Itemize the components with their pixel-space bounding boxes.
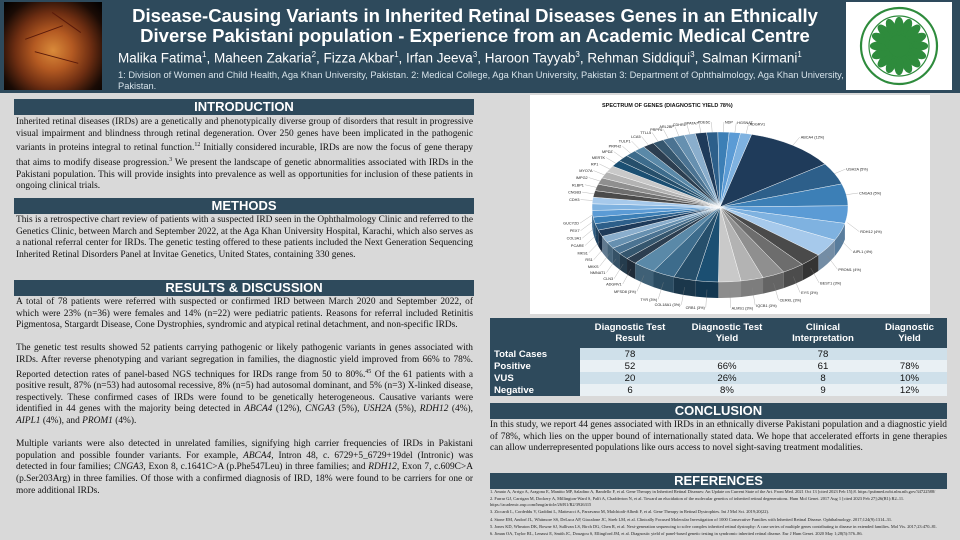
university-logo (846, 2, 952, 90)
pie-leader-line (581, 200, 593, 201)
pie-slice-label: RP1 (590, 162, 599, 167)
author-affiliation-number: 1 (797, 50, 802, 59)
pie-slice-label: ADGRV1 (749, 122, 766, 127)
pie-leader-line (687, 124, 690, 134)
table-cell: 8% (680, 384, 774, 396)
references-list (490, 489, 947, 539)
introduction-heading: INTRODUCTION (14, 99, 474, 115)
pie-slice-label: PRPF6 (650, 127, 663, 132)
author-name: Fizza Akbar (323, 50, 395, 66)
pie-slice-label: NDP (724, 120, 733, 125)
pie-slice-label: HGSNAT (737, 121, 753, 126)
pie-slice-label: IMPG2 (575, 176, 588, 181)
gene-spectrum-chart (530, 95, 930, 314)
table-row (490, 348, 947, 360)
pie-leader-line (593, 171, 604, 175)
table-row-label: Total Cases (490, 348, 580, 360)
chart-title: SPECTRUM OF GENES (DIAGNOSTIC YIELD 78%) (602, 103, 733, 109)
table-cell (872, 348, 947, 360)
pie-leader-line (642, 137, 649, 145)
pie-slice-label: MYO7A (579, 169, 593, 174)
table-row (490, 384, 947, 396)
reference-item: 4. Stone EM, Andorf JL, Whitmore SS, DeLuca AP, Giacalone JC, Streb LM, et al. Clinically Focused Molecular Investigation of 1000 Consecutive Families with Inherited Retinal Disease. Ophthalmology. 2017;124(9):1314–31. (490, 516, 893, 522)
pie-slice-label: COL9A1 (566, 236, 582, 241)
pie-slice-label: CERKL (3%) (779, 298, 802, 303)
pie-slice-label: CLN3 (603, 277, 614, 282)
table-cell: 20 (580, 372, 680, 384)
pie-leader-line (581, 222, 593, 231)
methods-text: This is a retrospective chart review of patients with a suspected IRD seen in the Ophthalmology Clinic and referred to the Genetics Clinic, between March and September 2022, at the Aga Khan University Hospital, Karachi, which also serves as a national referral center for IRDs. The genetic testing offered to these patients included the Next Generation Sequencing Inherited Retinal Disorders Panel at Invitae Genetics, United States, containing 330 genes. (16, 215, 473, 260)
pie-leader-line (846, 193, 858, 195)
pie-leader-line (622, 146, 630, 153)
pie-slice-label: CDHR1 (672, 122, 686, 127)
author-name: Salman Kirmani (702, 50, 798, 66)
results-text (16, 297, 473, 509)
pie-leader-line (746, 124, 748, 134)
pie-leader-line (663, 129, 668, 138)
author-name: Haroon Tayyab (484, 50, 576, 66)
pie-slice-label: TYR (3%) (640, 297, 658, 302)
pie-slice-label: BEST1 (3%) (820, 281, 842, 286)
table-cell: 26% (680, 372, 774, 384)
author-affiliation-number: 2 (311, 50, 317, 59)
table-cell: 78 (580, 348, 680, 360)
pie-leader-line (847, 223, 859, 232)
table-header-cell: Diagnostic Test Yield (680, 318, 774, 348)
author-name: Irfan Jeeva (406, 50, 473, 66)
reference-item: 2. Farrar GJ, Carrigan M, Dockery A, Millington-Ward S, Palfi A, Chadderton N, et al. Toward an elucidation of the molecular genetics of inherited retinal degenerations. Hum Mol Genet. 2017 Aug 1 [cited 2023 Feb 27];26(R1):R2–11. https://academic.oup.com/hmg/article/26/R1/R2/3926315 (490, 496, 905, 508)
table-row-label: VUS (490, 372, 580, 384)
table-header-cell: Clinical Interpretation (774, 318, 872, 348)
pie-leader-line (841, 240, 852, 251)
reference-item: 6. Jiman OA, Taylor RL, Lenassi E, Smith JC, Douzgou S, Ellingford JM, et al. Diagnostic yield of panel-based genetic testing in syndromic inherited retinal disease. Eur J Hum Genet. 2020 May 1;28(5):576–86. (490, 531, 863, 537)
pie-leader-line (652, 133, 658, 142)
pie-slice-label: ARL2BP (659, 125, 674, 130)
pie-slice-label: PROM1 (4%) (838, 267, 861, 272)
pie-slice-label: ADGRV1 (606, 282, 622, 287)
table-header-cell (490, 318, 580, 348)
pie-leader-line (632, 141, 640, 149)
references-heading: REFERENCES (490, 473, 947, 489)
author-name: Rehman Siddiqui (587, 50, 691, 66)
pie-chart-svg (530, 95, 930, 314)
pie-slice-label: PEX7 (569, 229, 580, 234)
pie-slice-label: ABCA4 (12%) (800, 135, 825, 140)
pie-slice-side (718, 281, 741, 298)
pie-leader-line (835, 169, 846, 173)
pie-slice-label: RLBP1 (571, 183, 584, 188)
table-cell: 78 (774, 348, 872, 360)
results-heading: RESULTS & DISCUSSION (14, 280, 474, 296)
pie-leader-line (594, 247, 605, 259)
pie-leader-line (675, 127, 679, 136)
table-cell: 6 (580, 384, 680, 396)
results-paragraph-2: The genetic test results showed 52 patients carrying pathogenic or likely pathogenic variants in genes associated with IRDs. After reverse phenotyping and variant segregation in families, the diagnostic yield improved from 66% to 78%. Reported detection rates of panel-based NGS techniques for IRDs range from 50 to 80%.$^{45}$ Of the 61 patients with a positive result, 87% (n=53) had autosomal recessive, 8% (n=5) had autosomal dominant, and 5% (n=3) X-linked disease, respectively. These confirmed cases of IRDs were found to be genetically heterogeneous. Causative variants were identified in 44 genes with the majority being detected in ABCA4 (12%), CNGA3 (5%), USH2A (5%), RDH12 (4%), AIPL1 (4%), and PROM1 (4%). (16, 343, 473, 427)
reference-item: 1. Amato A, Arrigo A, Aragona E, Manitto MP, Saladino A, Bandello F, et al. Gene Therapy in Inherited Retinal Diseases: An Update on Current State of the Art. Front Med. 2021 Oct 13 [cited 2023 Feb 15];8. https://pubmed.ncbi.nlm.nih.gov/34722588/ (490, 489, 936, 494)
pie-slice-label: USH2A (5%) (846, 167, 868, 172)
poster-title: Disease-Causing Variants in Inherited Retinal Diseases Genes in an Ethnically Diverse Pakistani population - Experience from an Academic Medical Centre (132, 5, 818, 46)
pie-leader-line (793, 137, 800, 145)
pie-slice-label: MPDZ (602, 150, 613, 155)
affiliations: 1: Division of Women and Child Health, Aga Khan University, Pakistan. 2: Medical College, Aga Khan University, Pakistan 3: Department of Ophthalmology, Aga Khan University, Pakistan. (118, 70, 844, 91)
pie-slice-label: MKKS (587, 264, 599, 269)
poster-header (0, 0, 960, 93)
reference-item: 3. Ziccardi L, Cordeddu V, Gaddini L, Matteucci A, Parravano M, Malchiodi-Albedi F, et al. Gene Therapy in Retinal Dystrophies. Int J Mol Sci. 2019;20(22). (490, 509, 770, 515)
author-name: Maheen Zakaria (214, 50, 312, 66)
author-affiliation-number: 3 (472, 50, 478, 59)
pie-slice-label: PDE6C (697, 120, 711, 125)
table-header-cell: Diagnostic Yield (872, 318, 947, 348)
pie-slice-label: CNGB3 (568, 190, 582, 195)
pie-slice-label: ALMS1 (3%) (731, 306, 754, 311)
pie-leader-line (599, 164, 609, 169)
author-affiliation-number: 3 (690, 50, 695, 59)
pie-leader-line (735, 123, 736, 133)
author-list: Malika Fatima$^1$, Maheen Zakaria$^2$, Fizza Akbar$^1$, Irfan Jeeva$^3$, Haroon Tayyab$^3$, Rehman Siddiqui$^3$, Salman Kirmani$^1$ (118, 50, 802, 66)
pie-slice-label: MKS1 (577, 251, 588, 256)
table-row (490, 360, 947, 372)
author-affiliation-number: 1 (394, 50, 399, 59)
pie-leader-line (711, 122, 712, 132)
pie-slice-label: TTLL5 (640, 131, 652, 136)
pie-leader-line (585, 185, 597, 188)
table-cell: 61 (774, 360, 872, 372)
table-cell: 10% (872, 372, 947, 384)
pie-slice-label: TULP1 (618, 139, 631, 144)
results-paragraph-1: A total of 78 patients were referred with suspected or confirmed IRD between March 2020 and September 2022, of which were 23% (n=36) were females and 14% (n=22) were pediatric patients. Reasons for referral included Retinitis Pigmentosa, Stargardt Disease, Cone Dystrophies, syndromic and atypical retinal detachment, and non-specific IRDs. (16, 297, 473, 331)
pie-slice-label: EYS (3%) (801, 291, 818, 296)
pie-slice-label: RDH12 (4%) (860, 230, 882, 235)
pie-slice-label: IQCB1 (3%) (756, 303, 777, 308)
results-paragraph-3: Multiple variants were also detected in unrelated families, signifying high carrier frequencies of IRDs in Pakistani population and possible founder variants. For example, ABCA4, Intron 48, c. 6729+5_6729+19del (Intronic) was detected in four families; CNGA3, Exon 8, c.1641C>A (p.Phe547Leu) in three families; and RDH12, Exon 7, c.609C>A (p.Ser203Arg) in three families. Of those with a confirmed diagnosis of IRD, 18% were found to be carriers for one or more additional IRDs. (16, 439, 473, 496)
table-cell: 12% (872, 384, 947, 396)
pie-leader-line (589, 178, 600, 181)
table-cell: 78% (872, 360, 947, 372)
pie-leader-line (585, 235, 597, 246)
pie-leader-line (582, 192, 594, 194)
pie-leader-line (589, 241, 600, 253)
retina-fundus-image (4, 2, 102, 90)
table-cell: 66% (680, 360, 774, 372)
table-cell: 8 (774, 372, 872, 384)
table-header-cell: Diagnostic Test Result (580, 318, 680, 348)
conclusion-text: In this study, we report 44 genes associated with IRDs in an ethnically diverse Pakistani population and a diagnostic yield of 78%, which lies on the upper bound of internationally stated data. We hope that accelerated efforts in gene therapies can allow underrepresented populations like ours access to novel sight-saving treatment modalities. (490, 420, 947, 454)
pie-leader-line (580, 215, 592, 223)
pie-slice-label: PCARE (570, 244, 585, 249)
pie-slice-label: NMNAT1 (590, 271, 606, 276)
methods-heading: METHODS (14, 198, 474, 214)
pie-slice-label: MFSD8 (3%) (613, 289, 636, 294)
pie-slice-label: RS1 (585, 258, 593, 263)
table-cell (680, 348, 774, 360)
pie-slice-label: SPATA7 (684, 121, 699, 126)
pie-slice-label: CNGA3 (5%) (859, 191, 882, 196)
table-row-label: Negative (490, 384, 580, 396)
diagnostic-yield-table (490, 318, 947, 396)
pie-slice-side (696, 281, 719, 298)
pie-leader-line (606, 158, 616, 164)
author-name: Malika Fatima (118, 50, 203, 66)
reference-item: 5. Jones KD, Wheaton DK, Bowne SJ, Sullivan LS, Birch DG, Chen R, et al. Next-generation sequencing to solve complex inherited retinal dystrophy: A case series of multiple genes contributing to disease in extended families. Mol Vis. 2017;23:470–81. (490, 523, 938, 529)
table-row (490, 372, 947, 384)
conclusion-heading: CONCLUSION (490, 403, 947, 419)
pie-slice-label: PRPH2 (608, 144, 622, 149)
pie-slice-label: MERTK (591, 156, 606, 161)
table-cell: 52 (580, 360, 680, 372)
pie-leader-line (582, 228, 594, 238)
table-cell: 9 (774, 384, 872, 396)
pie-slice-label: COL18A1 (3%) (654, 303, 681, 308)
table-row-label: Positive (490, 360, 580, 372)
author-affiliation-number: 3 (575, 50, 580, 59)
pie-leader-line (614, 152, 623, 159)
author-affiliation-number: 1 (202, 50, 207, 59)
pie-slice-label: AIPL1 (4%) (853, 249, 873, 254)
pie-slice-label: CDH3 (569, 198, 580, 203)
pie-slice-label: GUCY2D (563, 221, 580, 226)
introduction-text: Inherited retinal diseases (IRDs) are a genetically and phenotypically diverse group of disorders that result in progressive visual impairment and blindness through retinal degeneration. Over 250 genes have been implicated in the pathogenic variants in proteins integral to retinal function.$^{12}$ Initially considered incurable, IRDs are now the focus of gene therapy that aims to modify disease progression.$^3$ We present the landscape of genetic abnormalities associated with IRDs in the Pakistani population. This will provide insights into prevalence as well as opportunities for inclusion of these patients in ongoing clinical trials. (16, 117, 473, 192)
pie-slice-label: LCA5 (631, 135, 641, 140)
pie-slice-label: CRB1 (3%) (685, 306, 705, 311)
